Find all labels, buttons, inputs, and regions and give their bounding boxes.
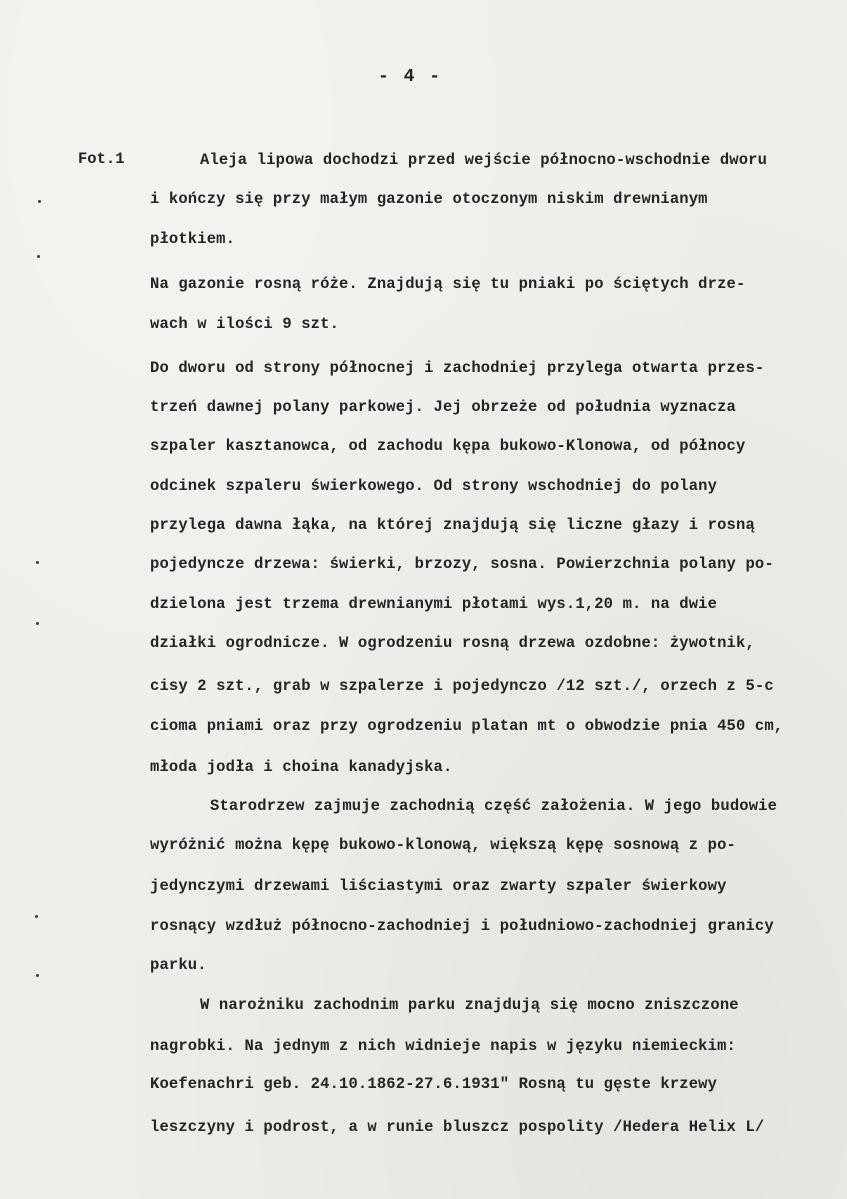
text-line-17: Starodrzew zajmuje zachodnią część założenia. W jego budowie (210, 797, 778, 815)
text-line-16: młoda jodła i choina kanadyjska. (150, 758, 453, 776)
text-line-24: Koefenachri geb. 24.10.1862-27.6.1931" Rosną tu gęste krzewy (150, 1075, 718, 1093)
margin-dot (36, 974, 39, 977)
text-line-20: rosnący wzdłuż północno-zachodniej i południowo-zachodniej granicy (150, 917, 774, 935)
text-line-7: trzeń dawnej polany parkowej. Jej obrzeże od południa wyznacza (150, 398, 736, 416)
text-line-18: wyróżnić można kępę bukowo-klonową, większą kępę sosnową z po- (150, 836, 736, 854)
text-line-11: pojedyncze drzewa: świerki, brzozy, sosna. Powierzchnia polany po- (150, 555, 774, 573)
page-number: - 4 - (378, 67, 443, 87)
text-line-4: Na gazonie rosną róże. Znajdują się tu pniaki po ściętych drze- (150, 275, 746, 293)
text-line-22: W narożniku zachodnim parku znajdują się mocno zniszczone (200, 996, 739, 1014)
text-line-13: działki ogrodnicze. W ogrodzeniu rosną drzewa ozdobne: żywotnik, (150, 634, 755, 652)
photo-label: Fot.1 (78, 150, 125, 168)
text-line-3: płotkiem. (150, 230, 236, 248)
margin-dot (35, 915, 38, 918)
margin-dot (37, 255, 40, 258)
text-line-23: nagrobki. Na jednym z nich widnieje napis w języku niemieckim: (150, 1037, 736, 1055)
margin-dot (36, 561, 39, 564)
text-line-14: cisy 2 szt., grab w szpalerze i pojedynczo /12 szt./, orzech z 5-c (150, 677, 774, 695)
text-line-8: szpaler kasztanowca, od zachodu kępa bukowo-Klonowa, od północy (150, 437, 746, 455)
text-line-15: cioma pniami oraz przy ogrodzeniu platan mt o obwodzie pnia 450 cm, (150, 717, 784, 735)
text-line-9: odcinek szpaleru świerkowego. Od strony wschodniej do polany (150, 477, 718, 495)
text-line-6: Do dworu od strony północnej i zachodniej przylega otwarta przes- (150, 359, 765, 377)
text-line-21: parku. (150, 956, 207, 974)
text-line-25: leszczyny i podrost, a w runie bluszcz pospolity /Hedera Helix L/ (150, 1118, 765, 1136)
text-line-10: przylega dawna łąka, na której znajdują się liczne głazy i rosną (150, 516, 755, 534)
margin-dot (36, 622, 39, 625)
text-line-5: wach w ilości 9 szt. (150, 315, 340, 333)
text-line-12: dzielona jest trzema drewnianymi płotami wys.1,20 m. na dwie (150, 595, 718, 613)
text-line-1: Aleja lipowa dochodzi przed wejście północno-wschodnie dworu (200, 151, 768, 169)
margin-dot (38, 200, 41, 203)
text-line-19: jedynczymi drzewami liściastymi oraz zwarty szpaler świerkowy (150, 877, 727, 895)
text-line-2: i kończy się przy małym gazonie otoczonym niskim drewnianym (150, 190, 708, 208)
